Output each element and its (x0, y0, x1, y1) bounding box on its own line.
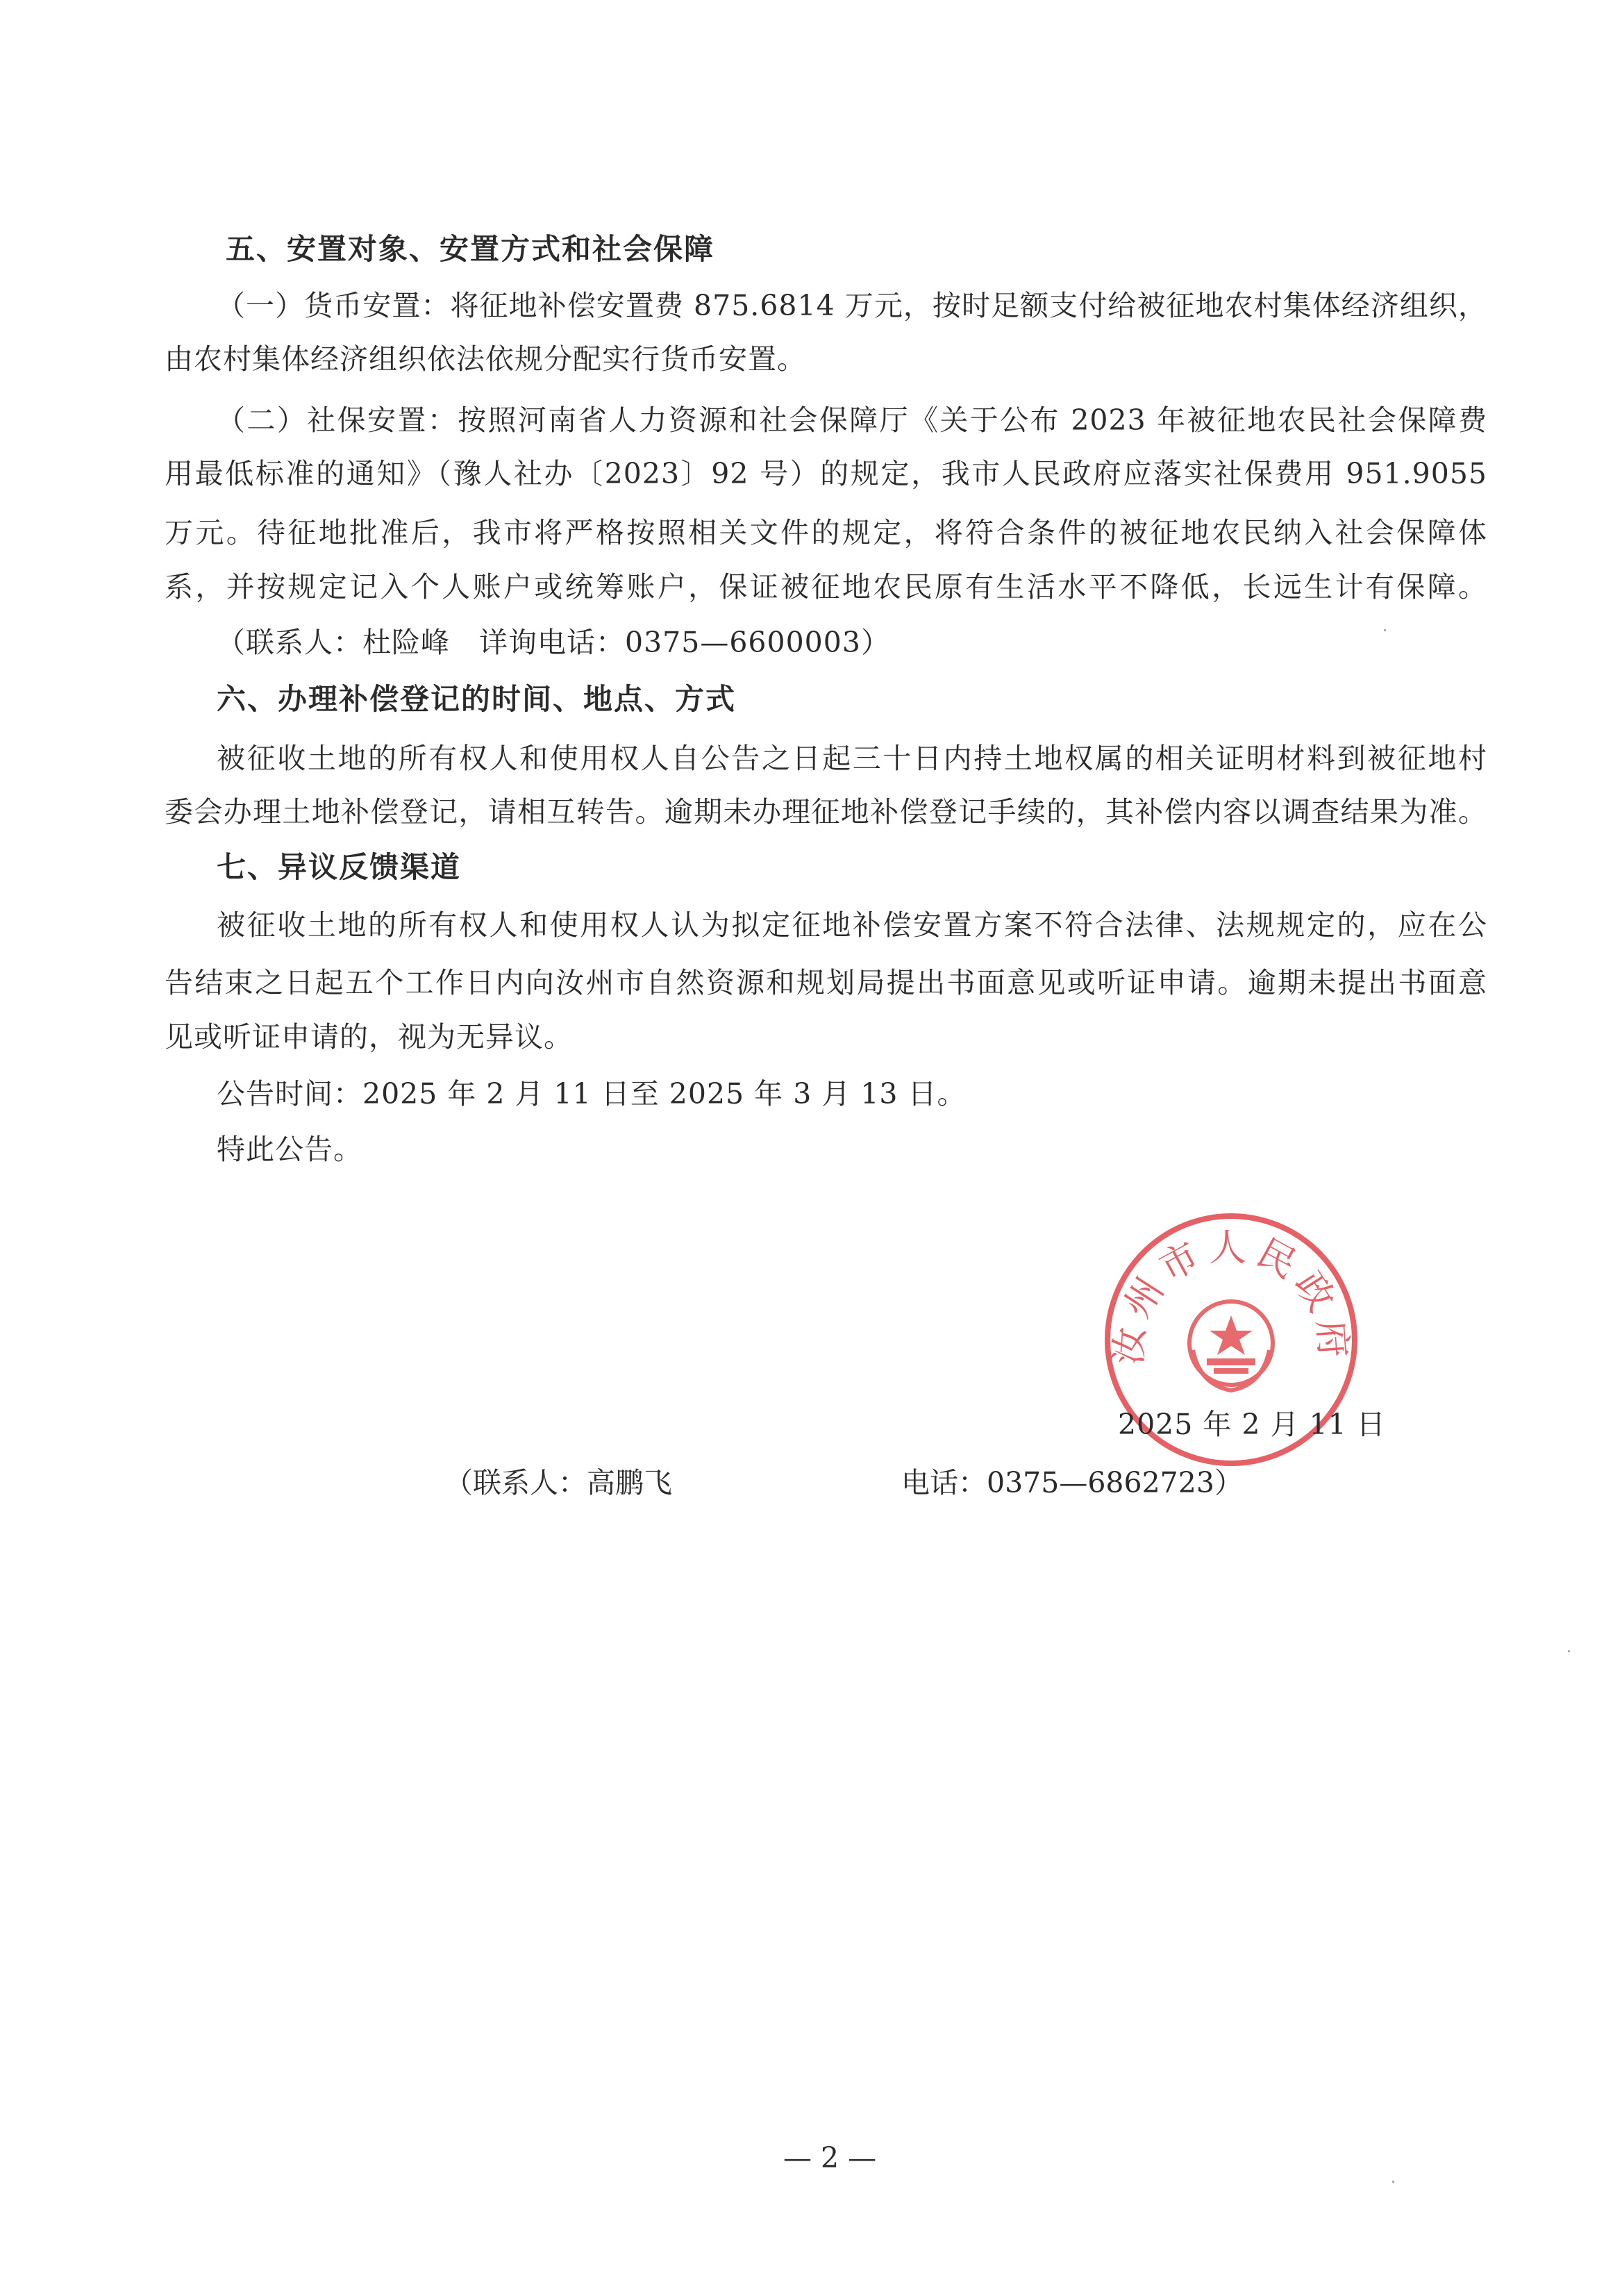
section-7-p1-line1: 被征收土地的所有权人和使用权人认为拟定征地补偿安置方案不符合法律、法规规定的，应在公 (217, 908, 1487, 942)
footer-contact: （联系人：高鹏飞 (444, 1466, 672, 1499)
section-5-p2-line2: 用最低标准的通知》（豫人社办〔2023〕92 号）的规定，我市人民政府应落实社保费用 951.9055 (165, 457, 1487, 490)
notice-date: 2025 年 2 月 11 日 (1118, 1408, 1386, 1441)
section-5-p2-line4: 系，并按规定记入个人账户或统筹账户，保证被征地农民原有生活水平不降低，长远生计有保障。 (165, 570, 1487, 604)
section-5-heading: 五、安置对象、安置方式和社会保障 (226, 232, 715, 266)
scan-speck (1392, 2181, 1394, 2183)
section-5-p1-line2: 由农村集体经济组织依法依规分配实行货币安置。 (165, 342, 806, 376)
closing-statement: 特此公告。 (217, 1133, 362, 1166)
section-6-heading: 六、办理补偿登记的时间、地点、方式 (217, 682, 737, 716)
national-emblem-icon (1189, 1301, 1273, 1390)
section-5-p1-line1: （一）货币安置：将征地补偿安置费 875.6814 万元，按时足额支付给被征地农村集体经济组织， (217, 289, 1487, 322)
scan-speck (1568, 1650, 1570, 1652)
section-7-heading: 七、异议反馈渠道 (217, 850, 462, 884)
section-5-p2-line1: （二）社保安置：按照河南省人力资源和社会保障厅《关于公布 2023 年被征地农民社会保障费 (217, 404, 1487, 437)
section-5-contact: （联系人：杜险峰 详询电话：0375—6600003） (217, 626, 890, 659)
section-6-p1-line2: 委会办理土地补偿登记，请相互转告。逾期未办理征地补偿登记手续的，其补偿内容以调查结果为准。 (165, 795, 1487, 829)
section-6-p1-line1: 被征收土地的所有权人和使用权人自公告之日起三十日内持土地权属的相关证明材料到被征地村 (217, 742, 1487, 775)
notice-period: 公告时间：2025 年 2 月 11 日至 2025 年 3 月 13 日。 (217, 1077, 967, 1110)
scan-speck (1384, 629, 1386, 631)
section-7-p1-line3: 见或听证申请的，视为无异议。 (165, 1020, 573, 1054)
footer-phone: 电话：0375—6862723） (901, 1466, 1243, 1499)
page-number: — 2 — (783, 2141, 877, 2174)
section-7-p1-line2: 告结束之日起五个工作日内向汝州市自然资源和规划局提出书面意见或听证申请。逾期未提出书面意 (165, 966, 1487, 999)
section-5-p2-line3: 万元。待征地批准后，我市将严格按照相关文件的规定，将符合条件的被征地农民纳入社会保障体 (165, 516, 1487, 549)
svg-text:汝州市人民政府: 汝州市人民政府 (1106, 1226, 1356, 1366)
